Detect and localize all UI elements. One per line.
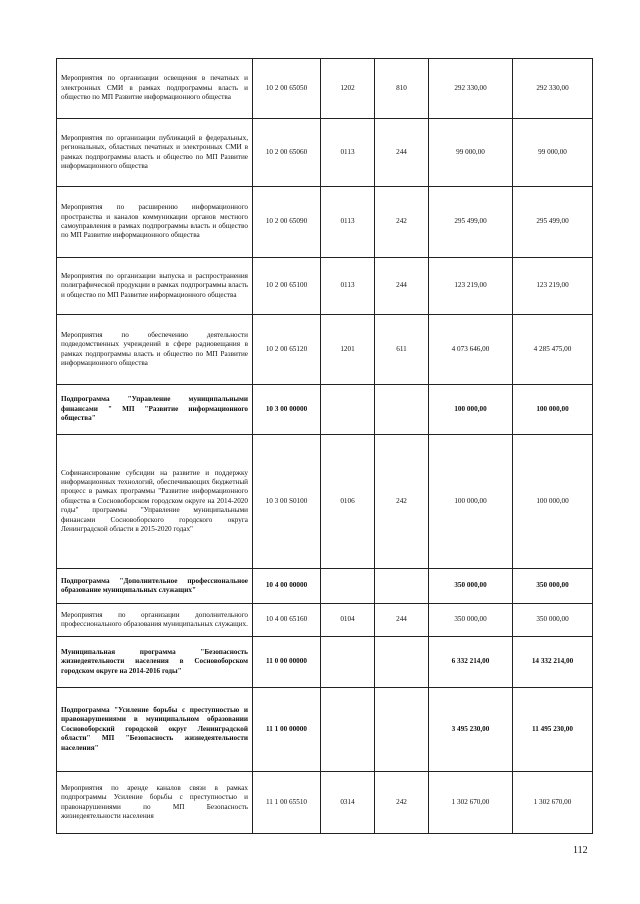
cell-expense-type: 244 xyxy=(375,604,429,637)
cell-expense-type: 244 xyxy=(375,258,429,315)
cell-expense-type: 242 xyxy=(375,435,429,569)
cell-section: 0104 xyxy=(321,604,375,637)
cell-section xyxy=(321,569,375,604)
cell-amount-1: 295 499,00 xyxy=(429,187,513,258)
cell-amount-2: 350 000,00 xyxy=(513,569,593,604)
cell-amount-2: 1 302 670,00 xyxy=(513,772,593,834)
cell-amount-2: 350 000,00 xyxy=(513,604,593,637)
cell-target-article: 10 4 00 65160 xyxy=(253,604,321,637)
cell-amount-2: 99 000,00 xyxy=(513,119,593,187)
cell-target-article: 10 3 00 S0100 xyxy=(253,435,321,569)
cell-target-article: 10 2 00 65050 xyxy=(253,59,321,119)
cell-description: Мероприятия по организации дополнительного профессионального образования муниципальных служащих. xyxy=(57,604,253,637)
table-row xyxy=(57,119,593,187)
cell-description: Мероприятия по организации выпуска и распространения полиграфической продукции в рамках подпрограммы власть и общество по МП Развитие информационного общества xyxy=(57,258,253,315)
cell-amount-2: 100 000,00 xyxy=(513,385,593,435)
cell-description: Мероприятия по организации освещения в печатных и электронных СМИ в рамках подпрограммы власть и общество по МП Развитие информационного общества xyxy=(57,59,253,119)
cell-expense-type xyxy=(375,688,429,772)
cell-expense-type: 244 xyxy=(375,119,429,187)
cell-amount-1: 3 495 230,00 xyxy=(429,688,513,772)
cell-amount-1: 350 000,00 xyxy=(429,604,513,637)
table-row xyxy=(57,604,593,637)
cell-section: 0113 xyxy=(321,187,375,258)
cell-section xyxy=(321,637,375,688)
cell-amount-2: 4 285 475,00 xyxy=(513,315,593,385)
cell-amount-2: 292 330,00 xyxy=(513,59,593,119)
cell-section: 0314 xyxy=(321,772,375,834)
cell-description: Подпрограмма "Дополнительное профессиональное образование муниципальных служащих" xyxy=(57,569,253,604)
table-row xyxy=(57,772,593,834)
table-row xyxy=(57,435,593,569)
cell-expense-type: 611 xyxy=(375,315,429,385)
cell-description: Подпрограмма "Управление муниципальными финансами " МП "Развитие информационного общества" xyxy=(57,385,253,435)
cell-amount-1: 6 332 214,00 xyxy=(429,637,513,688)
table-row xyxy=(57,688,593,772)
cell-amount-2: 11 495 230,00 xyxy=(513,688,593,772)
cell-amount-2: 14 332 214,00 xyxy=(513,637,593,688)
cell-amount-1: 123 219,00 xyxy=(429,258,513,315)
cell-description: Подпрограмма "Усиление борьбы с преступностью и правонарушениями в муниципальном образовании Сосновоборский городской округ Ленинградской области" МП "Безопасность жизнедеятельности населения" xyxy=(57,688,253,772)
cell-section: 0113 xyxy=(321,258,375,315)
cell-expense-type: 242 xyxy=(375,187,429,258)
table-row xyxy=(57,187,593,258)
cell-target-article: 10 2 00 65120 xyxy=(253,315,321,385)
cell-section xyxy=(321,385,375,435)
cell-target-article: 11 0 00 00000 xyxy=(253,637,321,688)
cell-target-article: 10 4 00 00000 xyxy=(253,569,321,604)
cell-amount-1: 100 000,00 xyxy=(429,385,513,435)
cell-section: 0106 xyxy=(321,435,375,569)
cell-amount-1: 350 000,00 xyxy=(429,569,513,604)
cell-amount-1: 4 073 646,00 xyxy=(429,315,513,385)
cell-target-article: 11 1 00 00000 xyxy=(253,688,321,772)
cell-section xyxy=(321,688,375,772)
cell-description: Мероприятия по расширению информационного пространства и каналов коммуникации органов местного самоуправления в рамках подпрограммы власть и общество по МП Развитие информационного общества xyxy=(57,187,253,258)
table-row xyxy=(57,385,593,435)
cell-expense-type: 810 xyxy=(375,59,429,119)
cell-description: Муниципальная программа "Безопасность жизнедеятельности населения в Сосновоборском городском округе на 2014-2016 годы" xyxy=(57,637,253,688)
cell-expense-type xyxy=(375,385,429,435)
cell-amount-2: 123 219,00 xyxy=(513,258,593,315)
cell-target-article: 10 2 00 65100 xyxy=(253,258,321,315)
cell-expense-type xyxy=(375,569,429,604)
page-number: 112 xyxy=(573,845,588,856)
table-row xyxy=(57,569,593,604)
cell-section: 1202 xyxy=(321,59,375,119)
budget-table-body xyxy=(57,59,593,834)
cell-description: Мероприятия по организации публикаций в федеральных, региональных, областных печатных и электронных СМИ в рамках подпрограммы власть и общество по МП Развитие информационного общества xyxy=(57,119,253,187)
table-row xyxy=(57,59,593,119)
cell-amount-2: 295 499,00 xyxy=(513,187,593,258)
cell-target-article: 11 1 00 65510 xyxy=(253,772,321,834)
cell-target-article: 10 3 00 00000 xyxy=(253,385,321,435)
table-row xyxy=(57,637,593,688)
cell-amount-2: 100 000,00 xyxy=(513,435,593,569)
cell-expense-type xyxy=(375,637,429,688)
table-row xyxy=(57,315,593,385)
cell-amount-1: 292 330,00 xyxy=(429,59,513,119)
cell-section: 0113 xyxy=(321,119,375,187)
cell-amount-1: 99 000,00 xyxy=(429,119,513,187)
cell-target-article: 10 2 00 65090 xyxy=(253,187,321,258)
cell-description: Мероприятия по аренде каналов связи в рамках подпрограммы Усиление борьбы с преступностью и правонарушениями по МП Безопасность жизнедеятельности населения xyxy=(57,772,253,834)
cell-section: 1201 xyxy=(321,315,375,385)
cell-target-article: 10 2 00 65060 xyxy=(253,119,321,187)
table-row xyxy=(57,258,593,315)
cell-amount-1: 1 302 670,00 xyxy=(429,772,513,834)
cell-description: Мероприятия по обеспечению деятельности подведомственных учреждений в сфере радиовещания в рамках подпрограммы власть и общество по МП Развитие информационного общества xyxy=(57,315,253,385)
cell-amount-1: 100 000,00 xyxy=(429,435,513,569)
budget-table xyxy=(56,58,593,834)
cell-description: Софинансирование субсидии на развитие и поддержку информационных технологий, обеспечивающих бюджетный процесс в рамках программы "Развитие информационного общества в Сосновоборском городском округе на 2014-2020 годы" программы "Управление муниципальными финансами Сосновоборского городского округа Ленинградской области в 2015-2020 годах" xyxy=(57,435,253,569)
cell-expense-type: 242 xyxy=(375,772,429,834)
